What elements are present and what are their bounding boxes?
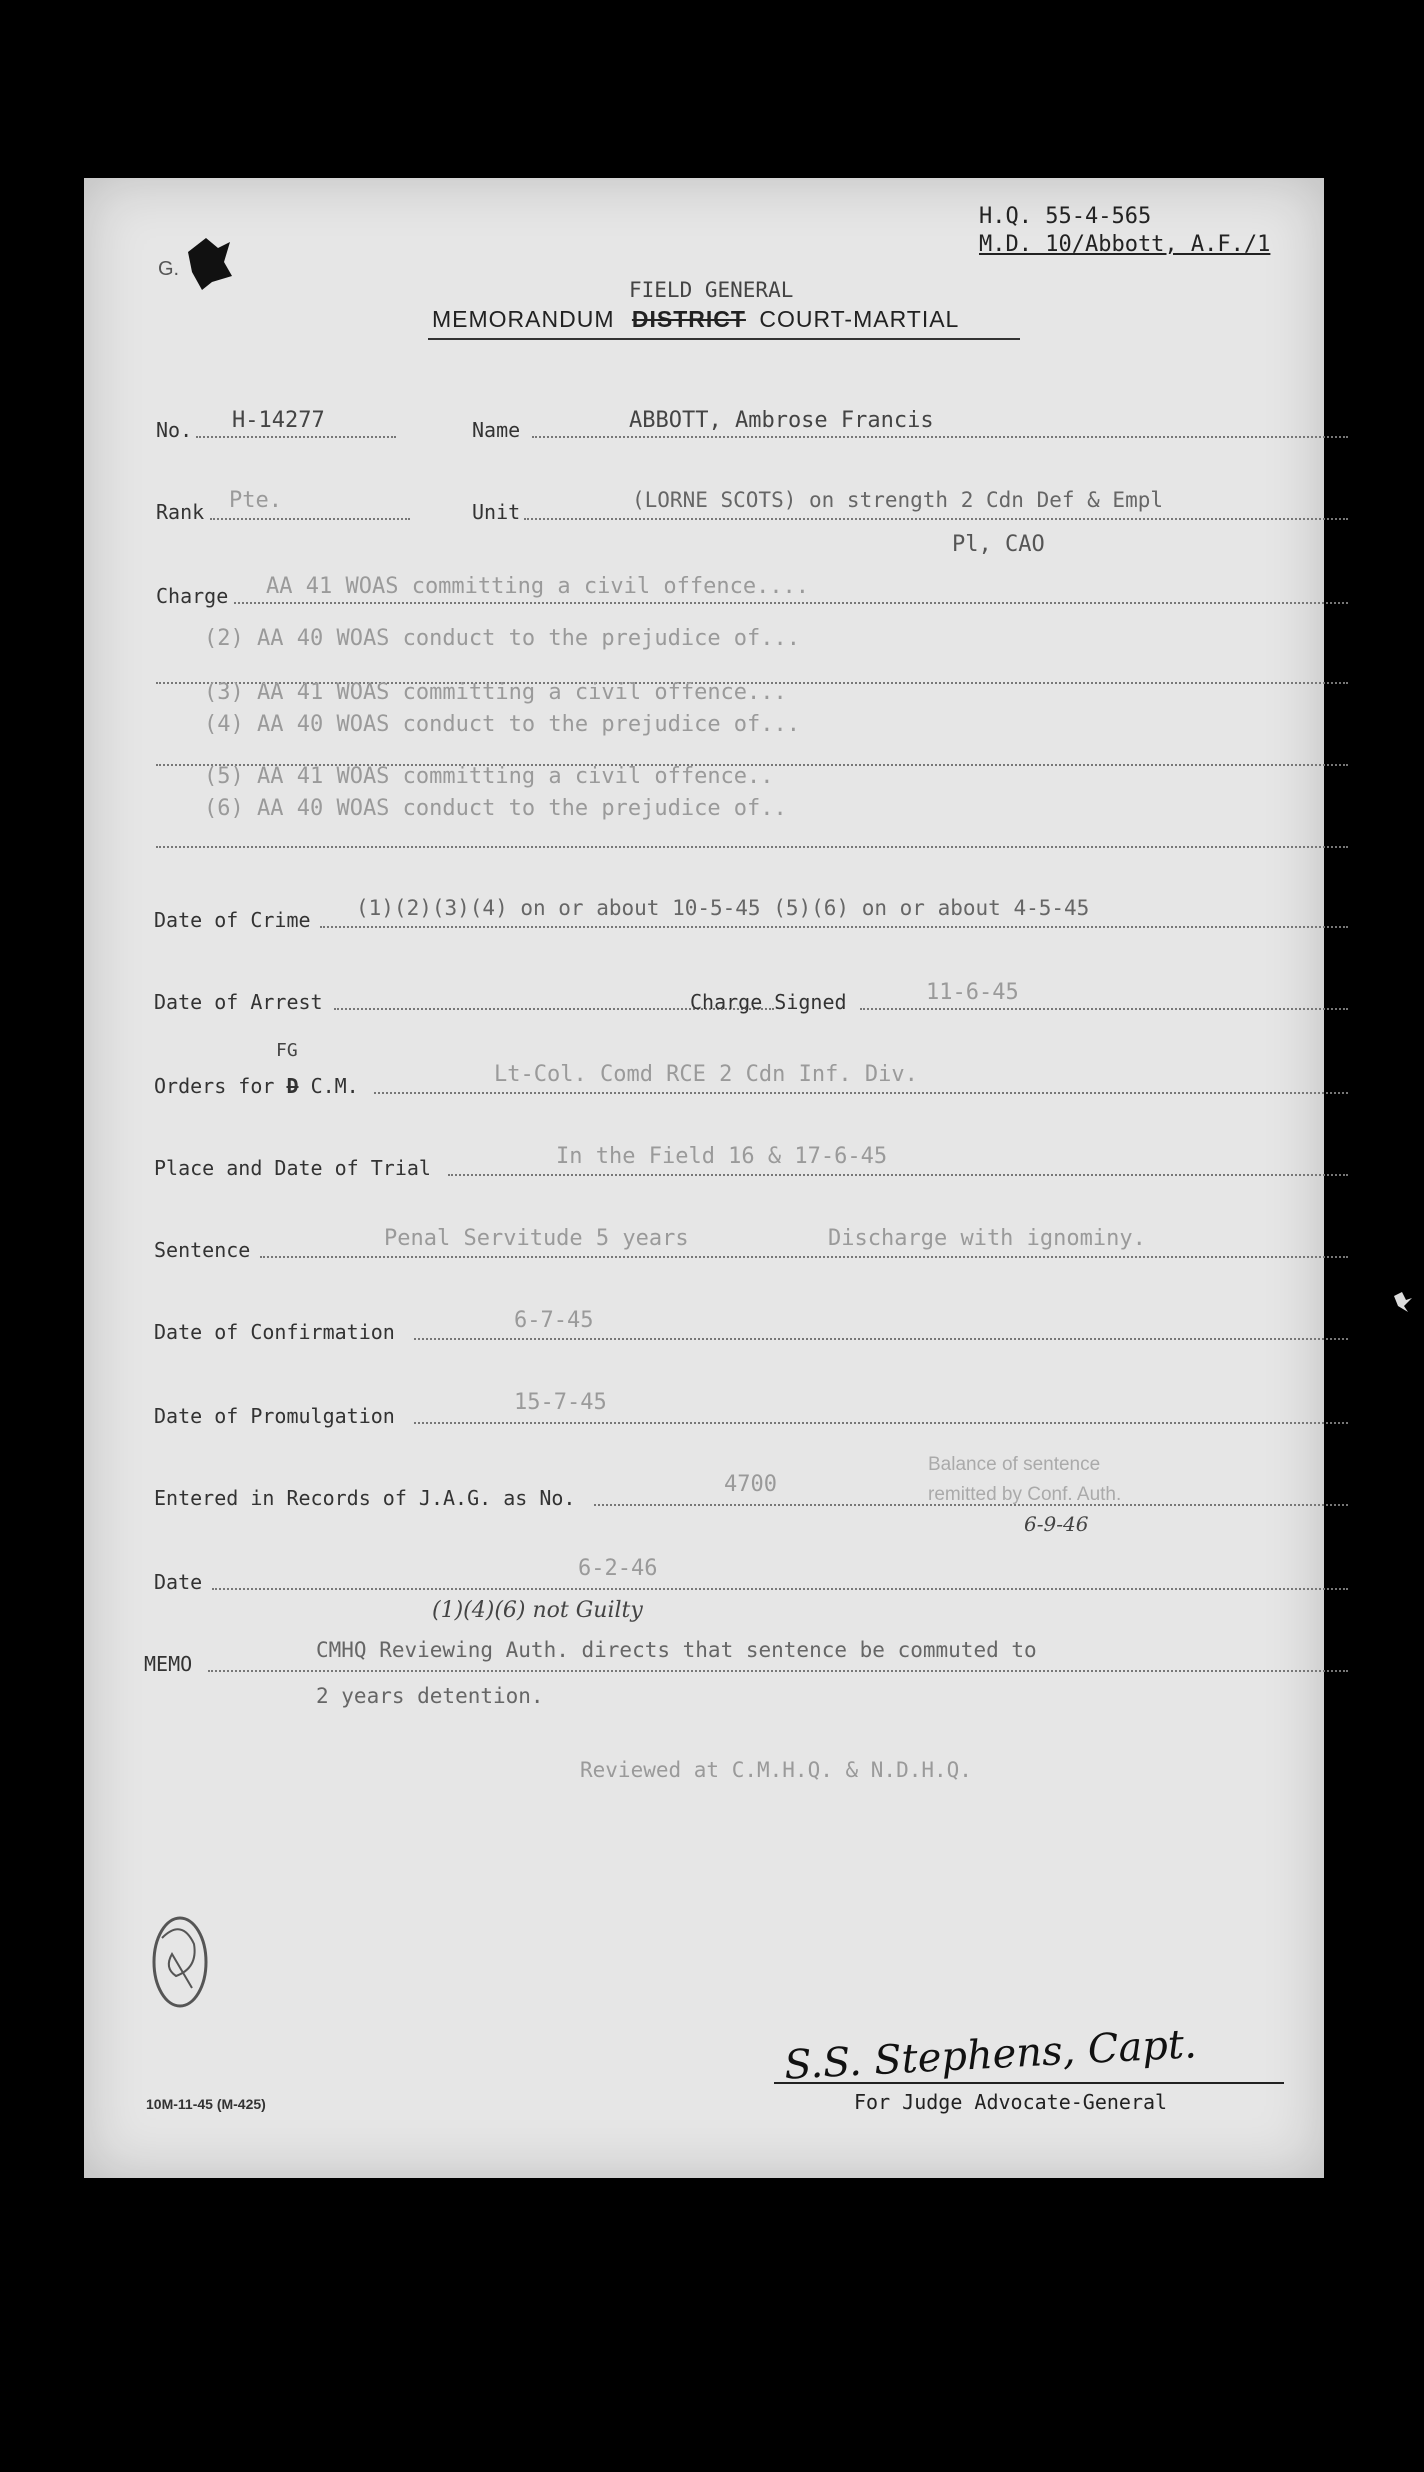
sentence-value-2: Discharge with ignominy.: [828, 1226, 1146, 1251]
signature-line: [774, 2082, 1284, 2084]
charge-label: Charge: [156, 584, 229, 608]
charge-dotted-line-1: [234, 602, 1348, 604]
hq-reference: H.Q. 55-4-565: [979, 204, 1152, 229]
rank-label: Rank: [156, 500, 205, 524]
rank-value: Pte.: [229, 488, 282, 513]
signature: S.S. Stephens, Capt.: [783, 2021, 1198, 2089]
title-right: COURT-MARTIAL: [759, 306, 960, 332]
charge-2: (2) AA 40 WOAS conduct to the prejudice of...: [204, 626, 801, 651]
confirmation-dotted-line: [414, 1338, 1348, 1340]
circled-initial-mark: [142, 1898, 222, 2018]
orders-for-value: Lt-Col. Comd RCE 2 Cdn Inf. Div.: [494, 1062, 918, 1087]
place-trial-value: In the Field 16 & 17-6-45: [556, 1144, 888, 1169]
speck-mark: [1390, 1290, 1414, 1314]
date-of-crime-value: (1)(2)(3)(4) on or about 10-5-45 (5)(6) on or about 4-5-45: [356, 896, 1090, 920]
memo-dotted-line: [208, 1670, 1348, 1672]
charge-6: (6) AA 40 WOAS conduct to the prejudice of..: [204, 796, 787, 821]
no-dotted-line: [196, 436, 396, 438]
promulgation-value: 15-7-45: [514, 1390, 607, 1415]
title-insert: FIELD GENERAL: [629, 278, 794, 302]
title-left: MEMORANDUM: [432, 306, 615, 332]
jag-record-label: Entered in Records of J.A.G. as No.: [154, 1486, 576, 1510]
memo-line-1: CMHQ Reviewing Auth. directs that sentence be commuted to: [316, 1638, 1037, 1662]
orders-for-dotted-line: [374, 1092, 1348, 1094]
unit-label: Unit: [472, 500, 521, 524]
promulgation-label: Date of Promulgation: [154, 1404, 395, 1428]
charge-1: AA 41 WOAS committing a civil offence....: [266, 574, 810, 599]
jag-record-value: 4700: [724, 1472, 777, 1497]
place-trial-dotted-line: [448, 1174, 1348, 1176]
charge-3: (3) AA 41 WOAS committing a civil offence...: [204, 680, 787, 705]
name-dotted-line: [532, 436, 1348, 438]
date-of-crime-dotted-line: [320, 926, 1348, 928]
orders-struck: D: [286, 1074, 299, 1098]
form-letter: G.: [158, 258, 180, 280]
name-label: Name: [472, 418, 521, 442]
document-page: [84, 178, 1324, 2178]
confirmation-label: Date of Confirmation: [154, 1320, 395, 1344]
form-title: [432, 306, 959, 333]
remission-stamp-line2: remitted by Conf. Auth.: [928, 1484, 1122, 1505]
orders-for-text: Orders for: [154, 1074, 275, 1098]
charge-4: (4) AA 40 WOAS conduct to the prejudice of...: [204, 712, 801, 737]
unit-dotted-line: [524, 518, 1348, 520]
unit-value-line2: Pl, CAO: [952, 532, 1045, 557]
soldier-name: ABBOTT, Ambrose Francis: [629, 408, 934, 433]
memo-label: MEMO: [144, 1652, 193, 1676]
ink-blot-mark: [178, 232, 238, 292]
orders-insert: FG: [276, 1040, 298, 1061]
place-trial-label: Place and Date of Trial: [154, 1156, 431, 1180]
date-of-arrest-label: Date of Arrest: [154, 990, 323, 1014]
charge-5: (5) AA 41 WOAS committing a civil offence..: [204, 764, 774, 789]
remission-stamp-line1: Balance of sentence: [928, 1454, 1101, 1475]
memo-handwritten-note: (1)(4)(6) not Guilty: [432, 1598, 643, 1623]
form-code: 10M-11-45 (M-425): [146, 2096, 266, 2112]
sentence-value-1: Penal Servitude 5 years: [384, 1226, 689, 1251]
date-dotted-line: [212, 1588, 1348, 1590]
charge-signed-label: Charge Signed: [690, 990, 847, 1014]
sentence-label: Sentence: [154, 1238, 251, 1262]
sentence-dotted-line: [260, 1256, 1348, 1258]
signer-title: For Judge Advocate-General: [854, 2090, 1168, 2114]
md-reference: M.D. 10/Abbott, A.F./1: [979, 232, 1271, 257]
date-label: Date: [154, 1570, 203, 1594]
reviewed-note: Reviewed at C.M.H.Q. & N.D.H.Q.: [580, 1758, 972, 1782]
title-struck: DISTRICT: [631, 306, 746, 332]
charge-signed-dotted-line: [860, 1008, 1348, 1010]
rank-dotted-line: [210, 518, 410, 520]
title-underline: [428, 338, 1020, 340]
service-number: H-14277: [232, 408, 325, 433]
date-of-crime-label: Date of Crime: [154, 908, 311, 932]
orders-cm: C.M.: [310, 1074, 359, 1098]
no-label: No.: [156, 418, 193, 442]
date-value: 6-2-46: [578, 1556, 658, 1581]
unit-value-line1: (LORNE SCOTS) on strength 2 Cdn Def & Empl: [632, 488, 1164, 512]
orders-for-label: [154, 1074, 359, 1098]
confirmation-value: 6-7-45: [514, 1308, 594, 1333]
remission-stamp-date: 6-9-46: [1024, 1512, 1089, 1536]
promulgation-dotted-line: [414, 1422, 1348, 1424]
charge-signed-value: 11-6-45: [926, 980, 1019, 1005]
charge-dotted-line-4: [156, 846, 1348, 848]
memo-line-2: 2 years detention.: [316, 1684, 544, 1708]
